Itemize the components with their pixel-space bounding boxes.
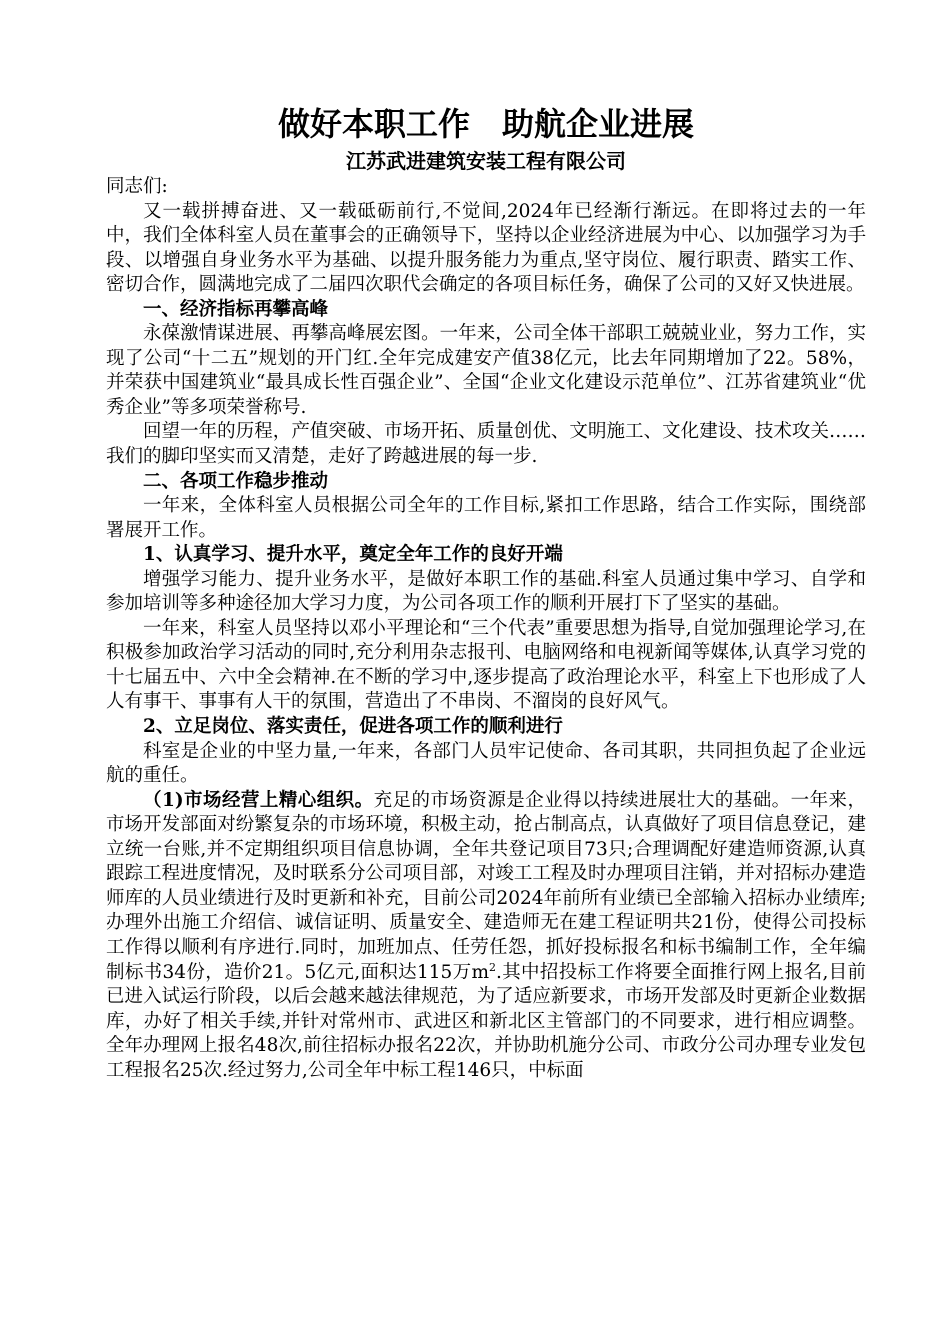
- subsection-heading-responsibility: 2、立足岗位、落实责任，促进各项工作的顺利进行: [143, 716, 563, 738]
- document-title: 做好本职工作 助航企业进展: [277, 105, 694, 143]
- market-paragraph: [106, 789, 866, 1084]
- market-item-lead: （1)市场经营上精心组织。: [143, 789, 374, 811]
- document-body: [106, 100, 866, 1083]
- section-heading-work-progress: 二、各项工作稳步推动: [143, 470, 329, 492]
- subsection-heading-study: 1、认真学习、提升水平，奠定全年工作的良好开端: [143, 544, 563, 566]
- study-paragraph-1: 增强学习能力、提升业务水平，是做好本职工作的基础.科室人员通过集中学习、自学和参加培训等多种途径加大学习力度，为公司各项工作的顺利开展打下了坚实的基础。: [106, 568, 866, 615]
- area-unit-superscript: 2: [489, 960, 496, 974]
- study-paragraph-2: 一年来，科室人员坚持以邓小平理论和“三个代表”重要思想为指导,自觉加强理论学习,在积极参加政治学习活动的同时,充分利用杂志报刊、电脑网络和电视新闻等媒体,认真学习党的十七届五中、六中全会精神.在不断的学习中,逐步提高了政治理论水平，科室上下也形成了人人有事干、事事有人干的氛围，营造出了不串岗、不溜岗的良好风气。: [106, 617, 866, 713]
- market-item-text-a: 充足的市场资源是企业得以持续进展壮大的基础。一年来，市场开发部面对纷繁复杂的市场环境，积极主动，抢占制高点，认真做好了项目信息登记，建立统一台账,并不定期组织项目信息协调，全年共登记项目73只;合理调配好建造师资源,认真跟踪工程进度情况，及时联系分公司项目部，对竣工工程及时办理项目注销，并对招标办建造师库的人员业绩进行及时更新和补充，目前公司2024年前所有业绩已全部输入招标办业绩库;办理外出施工介绍信、诚信证明、质量安全、建造师无在建工程证明共21份，使得公司投标工作得以顺利有序进行.同时，加班加点、任劳任怨，抓好投标报名和标书编制工作，全年编制标书34份，造价21。5亿元,面积达115万m: [106, 789, 866, 983]
- market-item-text-b: .其中招投标工作将要全面推行网上报名,目前已进入试运行阶段，以后会越来越法律规范，为了适应新要求，市场开发部及时更新企业数据库，办好了相关手续,并针对常州市、武进区和新北区主管部门的不同要求，进行相应调整。全年办理网上报名48次,前往招标办报名22次，并协助机施分公司、市政分公司办理专业发包工程报名25次.经过努力,公司全年中标工程146只，中标面: [106, 961, 867, 1081]
- section1-paragraph-1: 永葆激情谋进展、再攀高峰展宏图。一年来，公司全体干部职工兢兢业业，努力工作，实现了公司“十二五”规划的开门红.全年完成建安产值38亿元，比去年同期增加了22。58%，并荣获中国建筑业“最具成长性百强企业”、全国“企业文化建设示范单位”、江苏省建筑业“优秀企业”等多项荣誉称号.: [106, 323, 866, 418]
- intro-paragraph: 又一载拼搏奋进、又一载砥砺前行,不觉间,2024年已经渐行渐远。在即将过去的一年中，我们全体科室人员在董事会的正确领导下，坚持以企业经济进展为中心、以加强学习为手段、以增强自身业务水平为基础、以提升服务能力为重点,坚守岗位、履行职责、踏实工作、密切合作，圆满地完成了二届四次职代会确定的各项目标任务，确保了公司的又好又快进展。: [106, 200, 866, 296]
- section2-paragraph-1: 一年来，全体科室人员根据公司全年的工作目标,紧扣工作思路，结合工作实际，围绕部署展开工作。: [106, 495, 866, 541]
- section-heading-economic-indicators: 一、经济指标再攀高峰: [143, 298, 329, 320]
- company-name: 江苏武进建筑安装工程有限公司: [346, 149, 626, 173]
- responsibility-paragraph-1: 科室是企业的中坚力量,一年来，各部门人员牢记使命、各司其职，共同担负起了企业远航的重任。: [106, 740, 866, 787]
- salutation: 同志们:: [106, 176, 168, 197]
- section1-paragraph-2: 回望一年的历程，产值突破、市场开拓、质量创优、文明施工、文化建设、技术攻关……我们的脚印坚实而又清楚，走好了跨越进展的每一步.: [106, 421, 866, 468]
